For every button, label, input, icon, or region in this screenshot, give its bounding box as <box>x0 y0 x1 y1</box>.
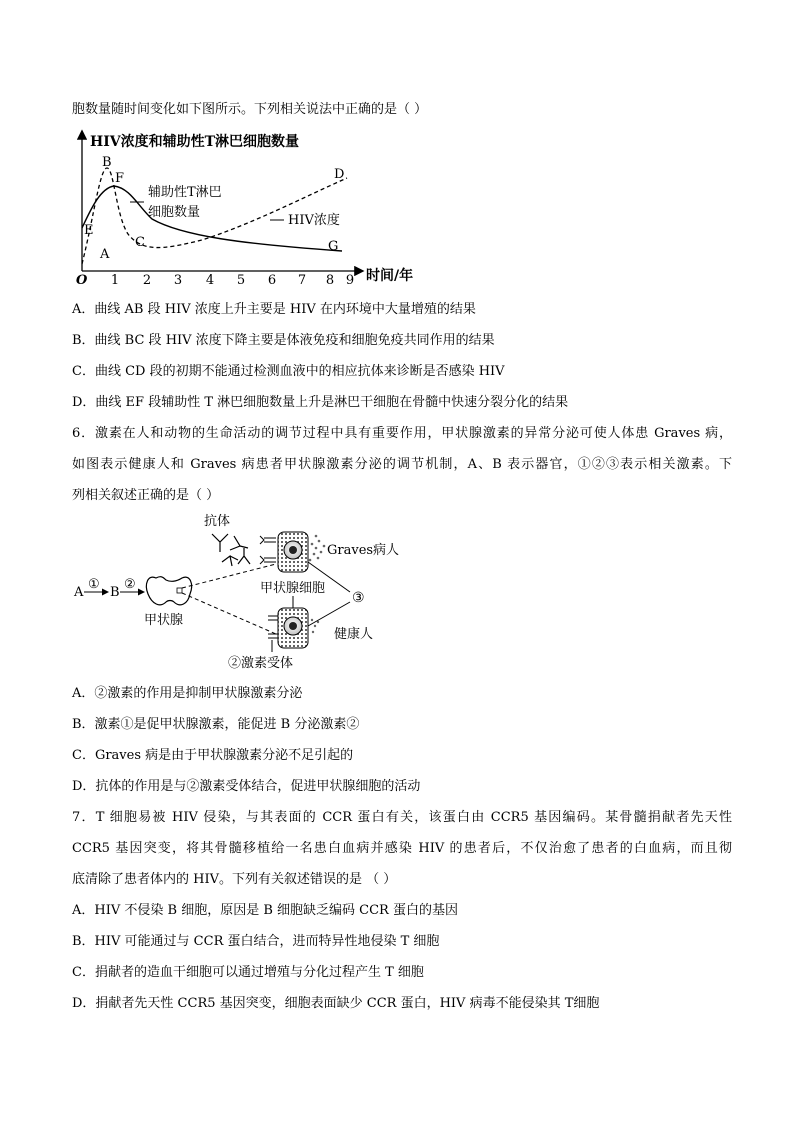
node-a: A <box>74 585 84 600</box>
x-tick: 1 <box>110 273 120 286</box>
graves-label: Graves病人 <box>327 543 400 558</box>
thyroid-label: 甲状腺 <box>144 613 184 628</box>
point-b: B <box>102 155 112 170</box>
point-c: C <box>135 235 145 250</box>
zoom-line-bottom <box>182 593 276 634</box>
point-a: A <box>100 247 110 262</box>
x-tick: 4 <box>205 273 215 286</box>
hormone3-label: ③ <box>352 590 365 606</box>
hiv-label: HIV浓度 <box>288 213 340 228</box>
q6-stem-line1: 6．激素在人和动物的生命活动的调节过程中具有重要作用，甲状腺激素的异常分泌可使人体患 Graves 病， <box>72 426 732 441</box>
receptor-label: ②激素受体 <box>228 656 294 671</box>
hormone-particles-top <box>309 535 326 562</box>
q7-stem-line1: 7．T 细胞易被 HIV 侵染，与其表面的 CCR 蛋白有关，该蛋白由 CCR5 基因编码。某骨髓捐献者先天性 <box>72 810 732 825</box>
node-b: B <box>110 585 120 600</box>
q6-option-d: D．抗体的作用是与②激素受体结合，促进甲状腺细胞的活动 <box>72 779 421 794</box>
thyroid-cell-marker <box>177 588 182 593</box>
point-d: D <box>334 167 345 182</box>
tcell-label-2: 细胞数量 <box>148 205 201 220</box>
antibody-icons <box>212 534 250 566</box>
q6-option-a: A．②激素的作用是抑制甲状腺激素分泌 <box>72 686 303 701</box>
x-tick: 3 <box>173 273 183 286</box>
origin-label: O <box>76 273 88 286</box>
q5-option-d: D．曲线 EF 段辅助性 T 淋巴细胞数量上升是淋巴干细胞在骨髓中快速分裂分化的结果 <box>72 395 569 410</box>
graves-receptors <box>260 536 276 564</box>
point-g: G <box>328 239 339 254</box>
hiv-tcell-graph <box>72 126 432 286</box>
x-ticks <box>111 273 354 286</box>
thyroid-gland-icon <box>146 577 191 605</box>
q7-stem-line3: 底清除了患者体内的 HIV。下列有关叙述错误的是 （ ） <box>72 872 397 887</box>
q7-option-d: D．捐献者先天性 CCR5 基因突变，细胞表面缺少 CCR 蛋白，HIV 病毒不能侵染其 T细胞 <box>72 996 600 1011</box>
q6-option-b: B．激素①是促甲状腺激素，能促进 B 分泌激素② <box>72 717 360 732</box>
healthy-label: 健康人 <box>334 627 374 642</box>
point-f: F <box>115 171 125 186</box>
tcell-label-1: 辅助性T淋巴 <box>148 185 222 200</box>
x-axis-label: 时间/年 <box>366 268 414 284</box>
hormone1-label: ① <box>88 577 100 592</box>
q6-stem-line2: 如图表示健康人和 Graves 病患者甲状腺激素分泌的调节机制，A、B 表示器官，①②③表示相关激素。下 <box>72 457 732 472</box>
thyroid-cell-label: 甲状腺细胞 <box>260 581 326 596</box>
hormone2-label: ② <box>124 577 136 592</box>
q7-option-b: B．HIV 可能通过与 CCR 蛋白结合，进而特异性地侵染 T 细胞 <box>72 934 440 949</box>
q7-option-a: A．HIV 不侵染 B 细胞，原因是 B 细胞缺乏编码 CCR 蛋白的基因 <box>72 903 458 918</box>
hormone3-line-bottom <box>308 602 350 626</box>
q6-option-c: C．Graves 病是由于甲状腺激素分泌不足引起的 <box>72 748 354 763</box>
x-tick: 9 <box>345 273 355 286</box>
q6-stem-line3: 列相关叙述正确的是（ ） <box>72 488 220 503</box>
graves-cell <box>278 532 308 572</box>
hormone-particles-bottom <box>311 619 319 633</box>
x-tick: 2 <box>142 273 152 286</box>
thyroid-regulation-diagram <box>72 512 402 674</box>
healthy-receptors <box>268 616 278 638</box>
q5-option-a: A．曲线 AB 段 HIV 浓度上升主要是 HIV 在内环境中大量增殖的结果 <box>72 302 476 317</box>
q5-stem: 胞数量随时间变化如下图所示。下列相关说法中正确的是（ ） <box>72 102 428 117</box>
x-tick: 8 <box>325 273 335 286</box>
q7-option-c: C．捐献者的造血干细胞可以通过增殖与分化过程产生 T 细胞 <box>72 965 424 980</box>
x-tick: 6 <box>267 273 277 286</box>
point-e: E <box>84 223 94 238</box>
y-axis-label: HIV浓度和辅助性T淋巴细胞数量 <box>90 134 300 150</box>
q5-option-b: B．曲线 BC 段 HIV 浓度下降主要是体液免疫和细胞免疫共同作用的结果 <box>72 333 495 348</box>
x-tick: 7 <box>297 273 307 286</box>
healthy-cell <box>278 608 308 648</box>
antibody-label: 抗体 <box>204 514 231 529</box>
q7-stem-line2: CCR5 基因突变，将其骨髓移植给一名患白血病并感染 HIV 的患者后，不仅治愈了患者的白血病，而且彻 <box>72 841 732 856</box>
x-tick: 5 <box>236 273 246 286</box>
q5-option-c: C．曲线 CD 段的初期不能通过检测血液中的相应抗体来诊断是否感染 HIV <box>72 364 505 379</box>
